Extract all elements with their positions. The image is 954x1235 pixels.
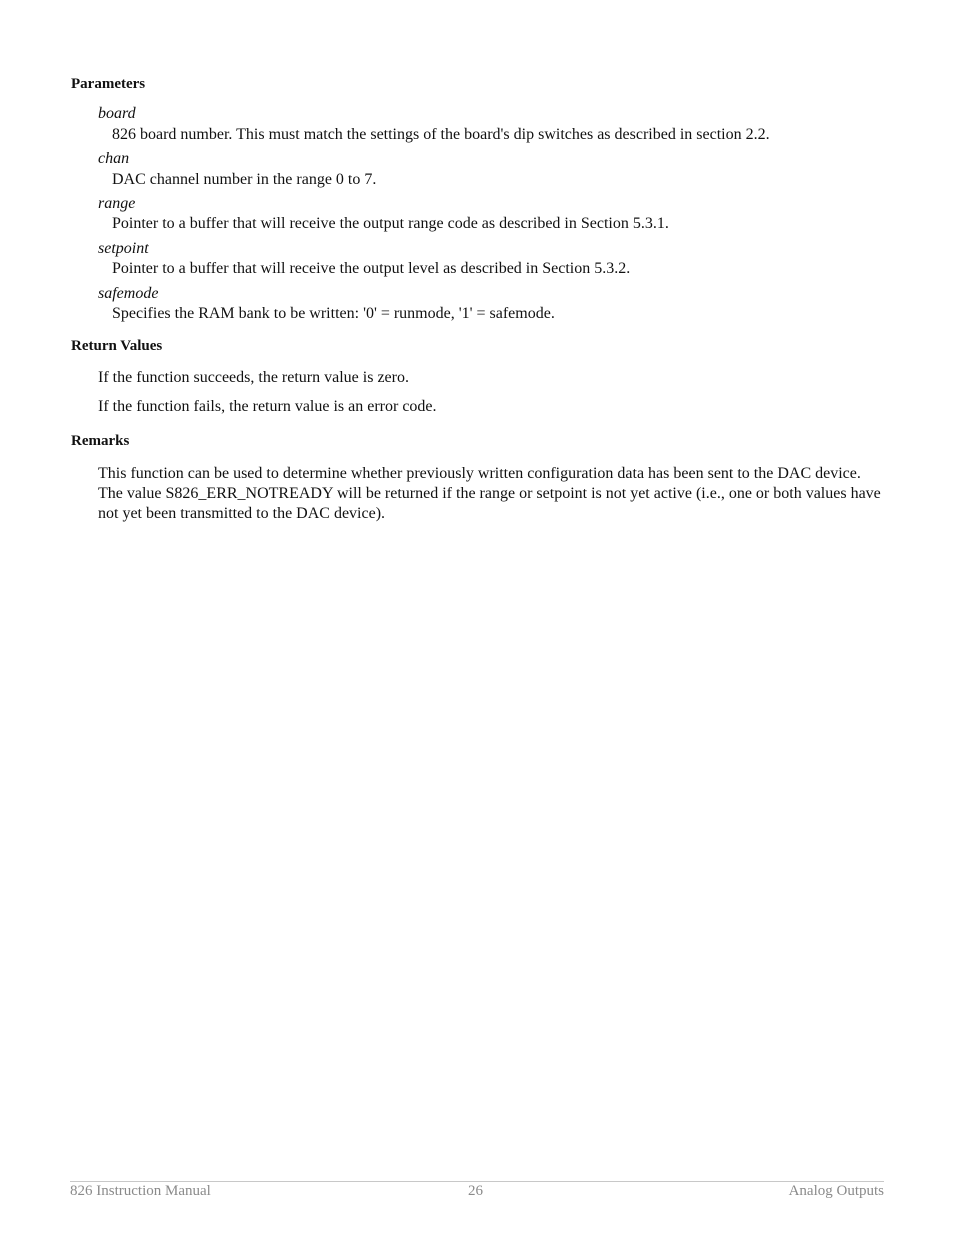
parameters-heading: Parameters (71, 76, 146, 92)
return-value-failure: If the function fails, the return value is an error code. (98, 398, 437, 415)
parameter-description: Pointer to a buffer that will receive the output range code as described in Section 5.3.1. (112, 215, 669, 232)
remarks-paragraph: This function can be used to determine whether previously written configuration data has been sent to the DAC device. The value S826_ERR_NOTREADY will be returned if the range or setpoint is not yet active (i.e., one or both values have not yet been transmitted to the DAC device). (98, 465, 881, 522)
return-value-success: If the function succeeds, the return value is zero. (98, 369, 409, 386)
footer-page-number: 26 (468, 1183, 483, 1199)
parameter-name: range (98, 195, 136, 212)
footer-manual-title: 826 Instruction Manual (70, 1183, 211, 1199)
parameter-description: DAC channel number in the range 0 to 7. (112, 171, 377, 188)
parameter-name: safemode (98, 285, 159, 302)
parameter-name: board (98, 105, 136, 122)
return-values-heading: Return Values (71, 338, 163, 354)
remarks-heading: Remarks (71, 433, 130, 449)
parameter-description: Pointer to a buffer that will receive the output level as described in Section 5.3.2. (112, 260, 631, 277)
parameter-name: chan (98, 150, 130, 167)
footer-section-title: Analog Outputs (788, 1183, 884, 1199)
page-footer (70, 1181, 884, 1201)
parameter-description: 826 board number. This must match the settings of the board's dip switches as described in section 2.2. (112, 126, 770, 143)
parameter-name: setpoint (98, 240, 149, 257)
parameter-description: Specifies the RAM bank to be written: '0' = runmode, '1' = safemode. (112, 305, 555, 322)
